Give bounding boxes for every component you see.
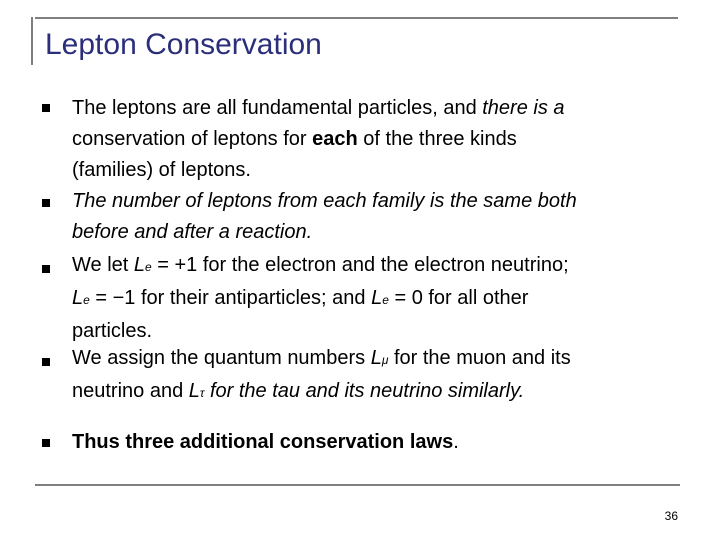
square-bullet-icon xyxy=(42,358,50,366)
bullet-item-2 xyxy=(72,186,692,248)
bullet-3-text-e: particles. xyxy=(72,320,153,342)
bullet-5-text: Thus three additional conservation laws xyxy=(72,431,454,453)
bullet-1-bold: each xyxy=(312,128,358,150)
bullet-4-text-a: We assign the quantum numbers xyxy=(72,347,371,369)
bullet-item-4 xyxy=(72,343,692,409)
bullet-3-sub-1: e xyxy=(145,260,152,274)
bullet-4-text-d: for the tau and its neutrino similarly. xyxy=(204,380,525,402)
bullet-3-sub-3: e xyxy=(382,293,389,307)
bullet-item-1 xyxy=(72,93,692,186)
bullet-4-var-2: L xyxy=(188,380,200,402)
bullet-2-text-b: before and after a reaction. xyxy=(72,221,313,243)
bullet-3-var-2: L xyxy=(72,287,84,309)
bullet-4-sub-1: μ xyxy=(381,353,389,367)
bullet-1-text-c: of the three kinds xyxy=(357,128,517,150)
square-bullet-icon xyxy=(42,439,50,447)
bullet-3-var-1: L xyxy=(133,254,145,276)
bullet-4-text-b: for the muon and its xyxy=(388,347,571,369)
bullet-5-end: . xyxy=(453,431,459,453)
title-rule-left xyxy=(31,17,33,65)
bullet-4-sub-2: τ xyxy=(199,386,205,400)
bullet-1-text-a: The leptons are all fundamental particles, and xyxy=(72,97,483,119)
bullet-3-text-c: = −1 for their antiparticles; and xyxy=(89,287,372,309)
bullet-4-text-c: neutrino and xyxy=(72,380,189,402)
title-rule-top xyxy=(35,17,678,19)
bullet-1-text-b: conservation of leptons for xyxy=(72,128,313,150)
bullet-item-3 xyxy=(72,250,692,347)
bullet-3-sub-2: e xyxy=(83,293,90,307)
bullet-3-text-b: = +1 for the electron and the electron neutrino; xyxy=(151,254,569,276)
bullet-1-text-d: (families) of leptons. xyxy=(72,159,251,181)
square-bullet-icon xyxy=(42,104,50,112)
bullet-3-text-a: We let xyxy=(72,254,134,276)
bullet-1-italic: there is a xyxy=(482,97,565,119)
bullet-3-var-3: L xyxy=(371,287,383,309)
square-bullet-icon xyxy=(42,199,50,207)
page-number: 36 xyxy=(664,509,678,523)
footer-rule xyxy=(35,484,680,486)
bullet-item-5 xyxy=(72,427,692,458)
bullet-2-text-a: The number of leptons from each family is the same both xyxy=(72,190,577,212)
slide-title: Lepton Conservation xyxy=(45,28,322,61)
bullet-4-var-1: L xyxy=(370,347,382,369)
bullet-3-text-d: = 0 for all other xyxy=(388,287,529,309)
square-bullet-icon xyxy=(42,265,50,273)
